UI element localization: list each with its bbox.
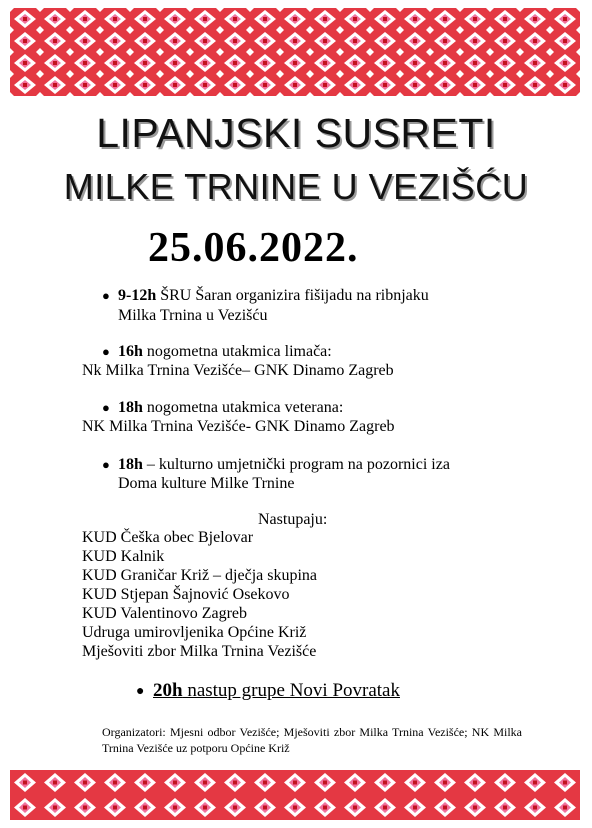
performer-item: KUD Stjepan Šajnović Osekovo — [82, 586, 290, 603]
folk-pattern-bottom — [10, 770, 580, 820]
performer-item: Udruga umirovljenika Općine Križ — [82, 624, 307, 641]
program-item-text: nogometna utakmica limača: — [142, 343, 332, 360]
program-item-1 — [118, 286, 429, 306]
performers-heading: Nastupaju: — [258, 511, 328, 528]
title-line-2: MILKE TRNINE U VEZIŠĆU — [63, 166, 529, 207]
program-item-2-line2: Nk Milka Trnina Vezišće– GNK Dinamo Zagreb — [82, 362, 394, 379]
program-item-4 — [118, 455, 450, 475]
event-date: 25.06.2022. — [148, 225, 359, 271]
performer-item: Mješoviti zbor Milka Trnina Vezišće — [82, 643, 317, 660]
bullet-icon: ● — [136, 684, 145, 699]
program-item-time: 16h — [118, 343, 143, 360]
headline-act-time: 20h — [153, 680, 183, 701]
folk-pattern-top — [10, 8, 580, 96]
program-item-4-line2: Doma kulture Milke Trnine — [118, 475, 295, 492]
bullet-icon: ● — [102, 457, 110, 472]
bullet-icon: ● — [102, 400, 110, 415]
program-item-time: 9-12h — [118, 287, 157, 304]
organizers-note: Organizatori: Mjesni odbor Vezišće; Mješoviti zbor Milka Trnina Vezišće; NK Milka Trnina Vezišće uz potporu Općine Križ — [102, 725, 522, 755]
bullet-icon: ● — [102, 288, 110, 303]
program-item-text: ŠRU Šaran organizira fišijadu na ribnjaku — [156, 287, 429, 304]
performer-item: KUD Valentinovo Zagreb — [82, 605, 247, 622]
program-item-1-line2: Milka Trnina u Vezišću — [118, 307, 268, 324]
program-item-text: nogometna utakmica veterana: — [142, 399, 344, 416]
performer-item: KUD Češka obec Bjelovar — [82, 529, 254, 546]
program-item-3 — [118, 398, 343, 418]
program-item-text: – kulturno umjetnički program na pozornici iza — [142, 456, 450, 473]
performer-item: KUD Kalnik — [82, 548, 165, 565]
bullet-icon: ● — [102, 344, 110, 359]
headline-act-text: nastup grupe Novi Povratak — [182, 680, 400, 701]
program-item-3-line2: NK Milka Trnina Vezišće- GNK Dinamo Zagreb — [82, 418, 395, 435]
headline-act — [153, 679, 400, 703]
performer-item: KUD Graničar Križ – dječja skupina — [82, 567, 318, 584]
program-item-time: 18h — [118, 456, 143, 473]
program-item-2 — [118, 342, 332, 362]
program-item-time: 18h — [118, 399, 143, 416]
title-line-1: LIPANJSKI SUSRETI — [96, 110, 496, 156]
